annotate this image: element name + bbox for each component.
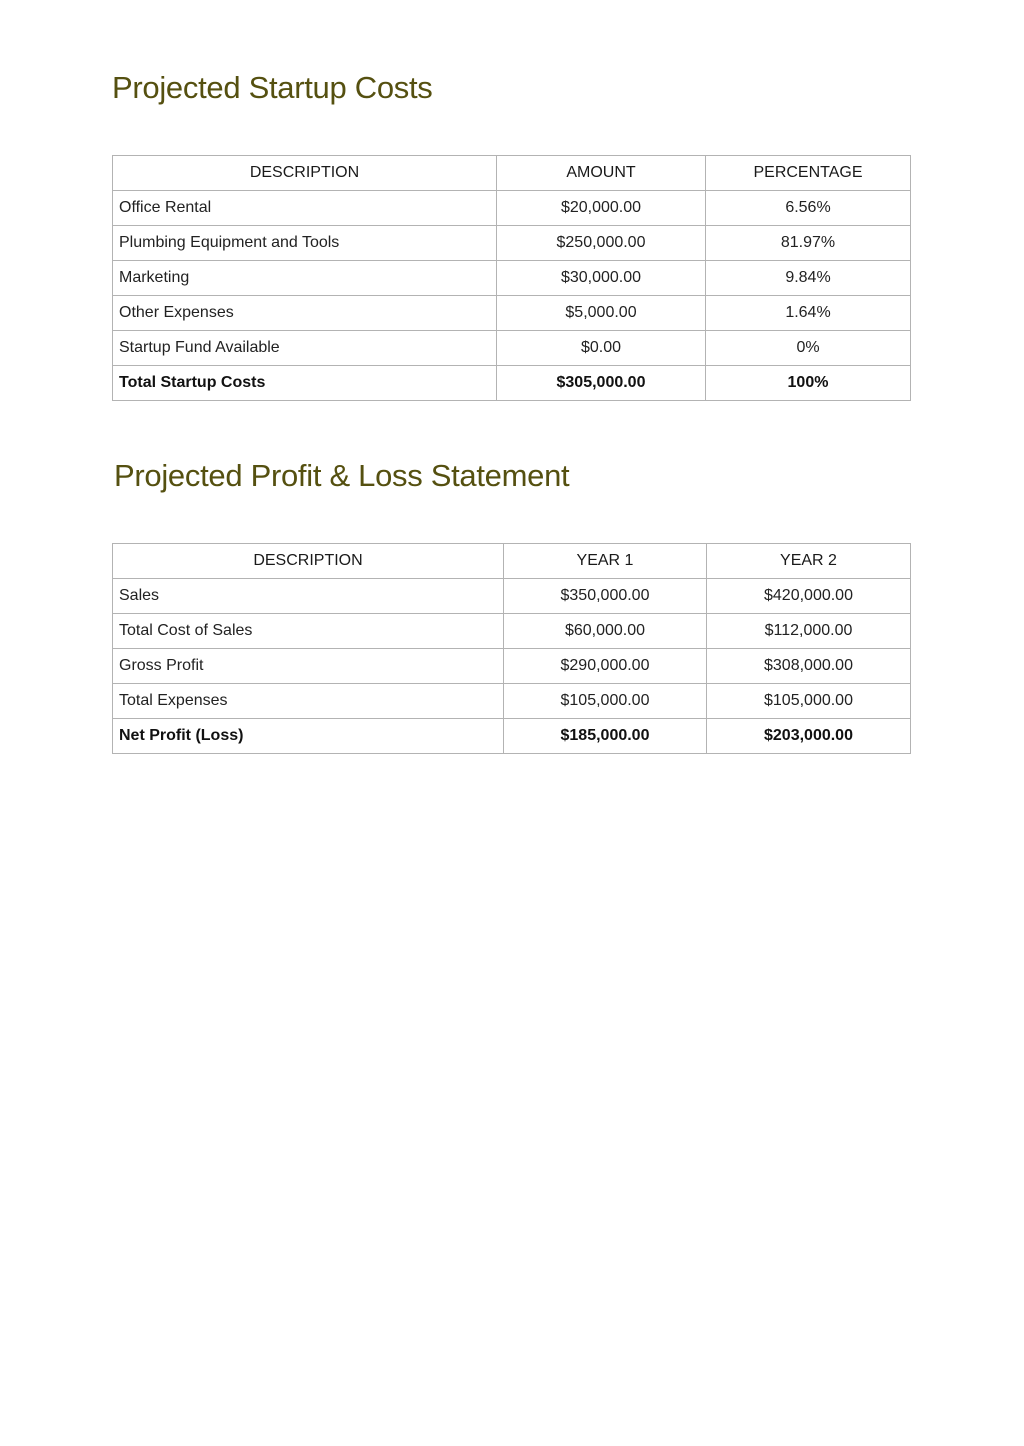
startup-costs-table xyxy=(112,155,911,401)
table-row xyxy=(113,579,911,614)
header-year2: YEAR 2 xyxy=(707,544,911,579)
row-amount: $5,000.00 xyxy=(497,296,706,331)
table-row xyxy=(113,261,911,296)
row-year1: $60,000.00 xyxy=(504,614,707,649)
profit-loss-table xyxy=(112,543,911,754)
table-row xyxy=(113,649,911,684)
total-description: Net Profit (Loss) xyxy=(113,719,504,754)
row-amount: $20,000.00 xyxy=(497,191,706,226)
row-description: Other Expenses xyxy=(113,296,497,331)
row-amount: $250,000.00 xyxy=(497,226,706,261)
row-percentage: 6.56% xyxy=(706,191,911,226)
row-year1: $105,000.00 xyxy=(504,684,707,719)
table-header-row xyxy=(113,544,911,579)
row-year1: $350,000.00 xyxy=(504,579,707,614)
row-percentage: 81.97% xyxy=(706,226,911,261)
row-percentage: 0% xyxy=(706,331,911,366)
total-year1: $185,000.00 xyxy=(504,719,707,754)
total-row xyxy=(113,366,911,401)
row-percentage: 1.64% xyxy=(706,296,911,331)
row-description: Gross Profit xyxy=(113,649,504,684)
profit-loss-title: Projected Profit & Loss Statement xyxy=(114,458,570,493)
row-year1: $290,000.00 xyxy=(504,649,707,684)
header-year1: YEAR 1 xyxy=(504,544,707,579)
row-description: Sales xyxy=(113,579,504,614)
row-amount: $30,000.00 xyxy=(497,261,706,296)
total-year2: $203,000.00 xyxy=(707,719,911,754)
total-percentage: 100% xyxy=(706,366,911,401)
row-description: Office Rental xyxy=(113,191,497,226)
total-description: Total Startup Costs xyxy=(113,366,497,401)
table-row xyxy=(113,296,911,331)
row-year2: $308,000.00 xyxy=(707,649,911,684)
header-description: DESCRIPTION xyxy=(113,544,504,579)
row-description: Startup Fund Available xyxy=(113,331,497,366)
table-row xyxy=(113,331,911,366)
row-year2: $420,000.00 xyxy=(707,579,911,614)
header-description: DESCRIPTION xyxy=(113,156,497,191)
table-row xyxy=(113,191,911,226)
header-percentage: PERCENTAGE xyxy=(706,156,911,191)
row-percentage: 9.84% xyxy=(706,261,911,296)
table-header-row xyxy=(113,156,911,191)
row-year2: $112,000.00 xyxy=(707,614,911,649)
total-row xyxy=(113,719,911,754)
row-description: Total Expenses xyxy=(113,684,504,719)
table-row xyxy=(113,614,911,649)
startup-costs-title: Projected Startup Costs xyxy=(112,70,433,105)
row-description: Plumbing Equipment and Tools xyxy=(113,226,497,261)
total-amount: $305,000.00 xyxy=(497,366,706,401)
row-description: Total Cost of Sales xyxy=(113,614,504,649)
table-row xyxy=(113,684,911,719)
row-description: Marketing xyxy=(113,261,497,296)
row-year2: $105,000.00 xyxy=(707,684,911,719)
header-amount: AMOUNT xyxy=(497,156,706,191)
row-amount: $0.00 xyxy=(497,331,706,366)
table-row xyxy=(113,226,911,261)
